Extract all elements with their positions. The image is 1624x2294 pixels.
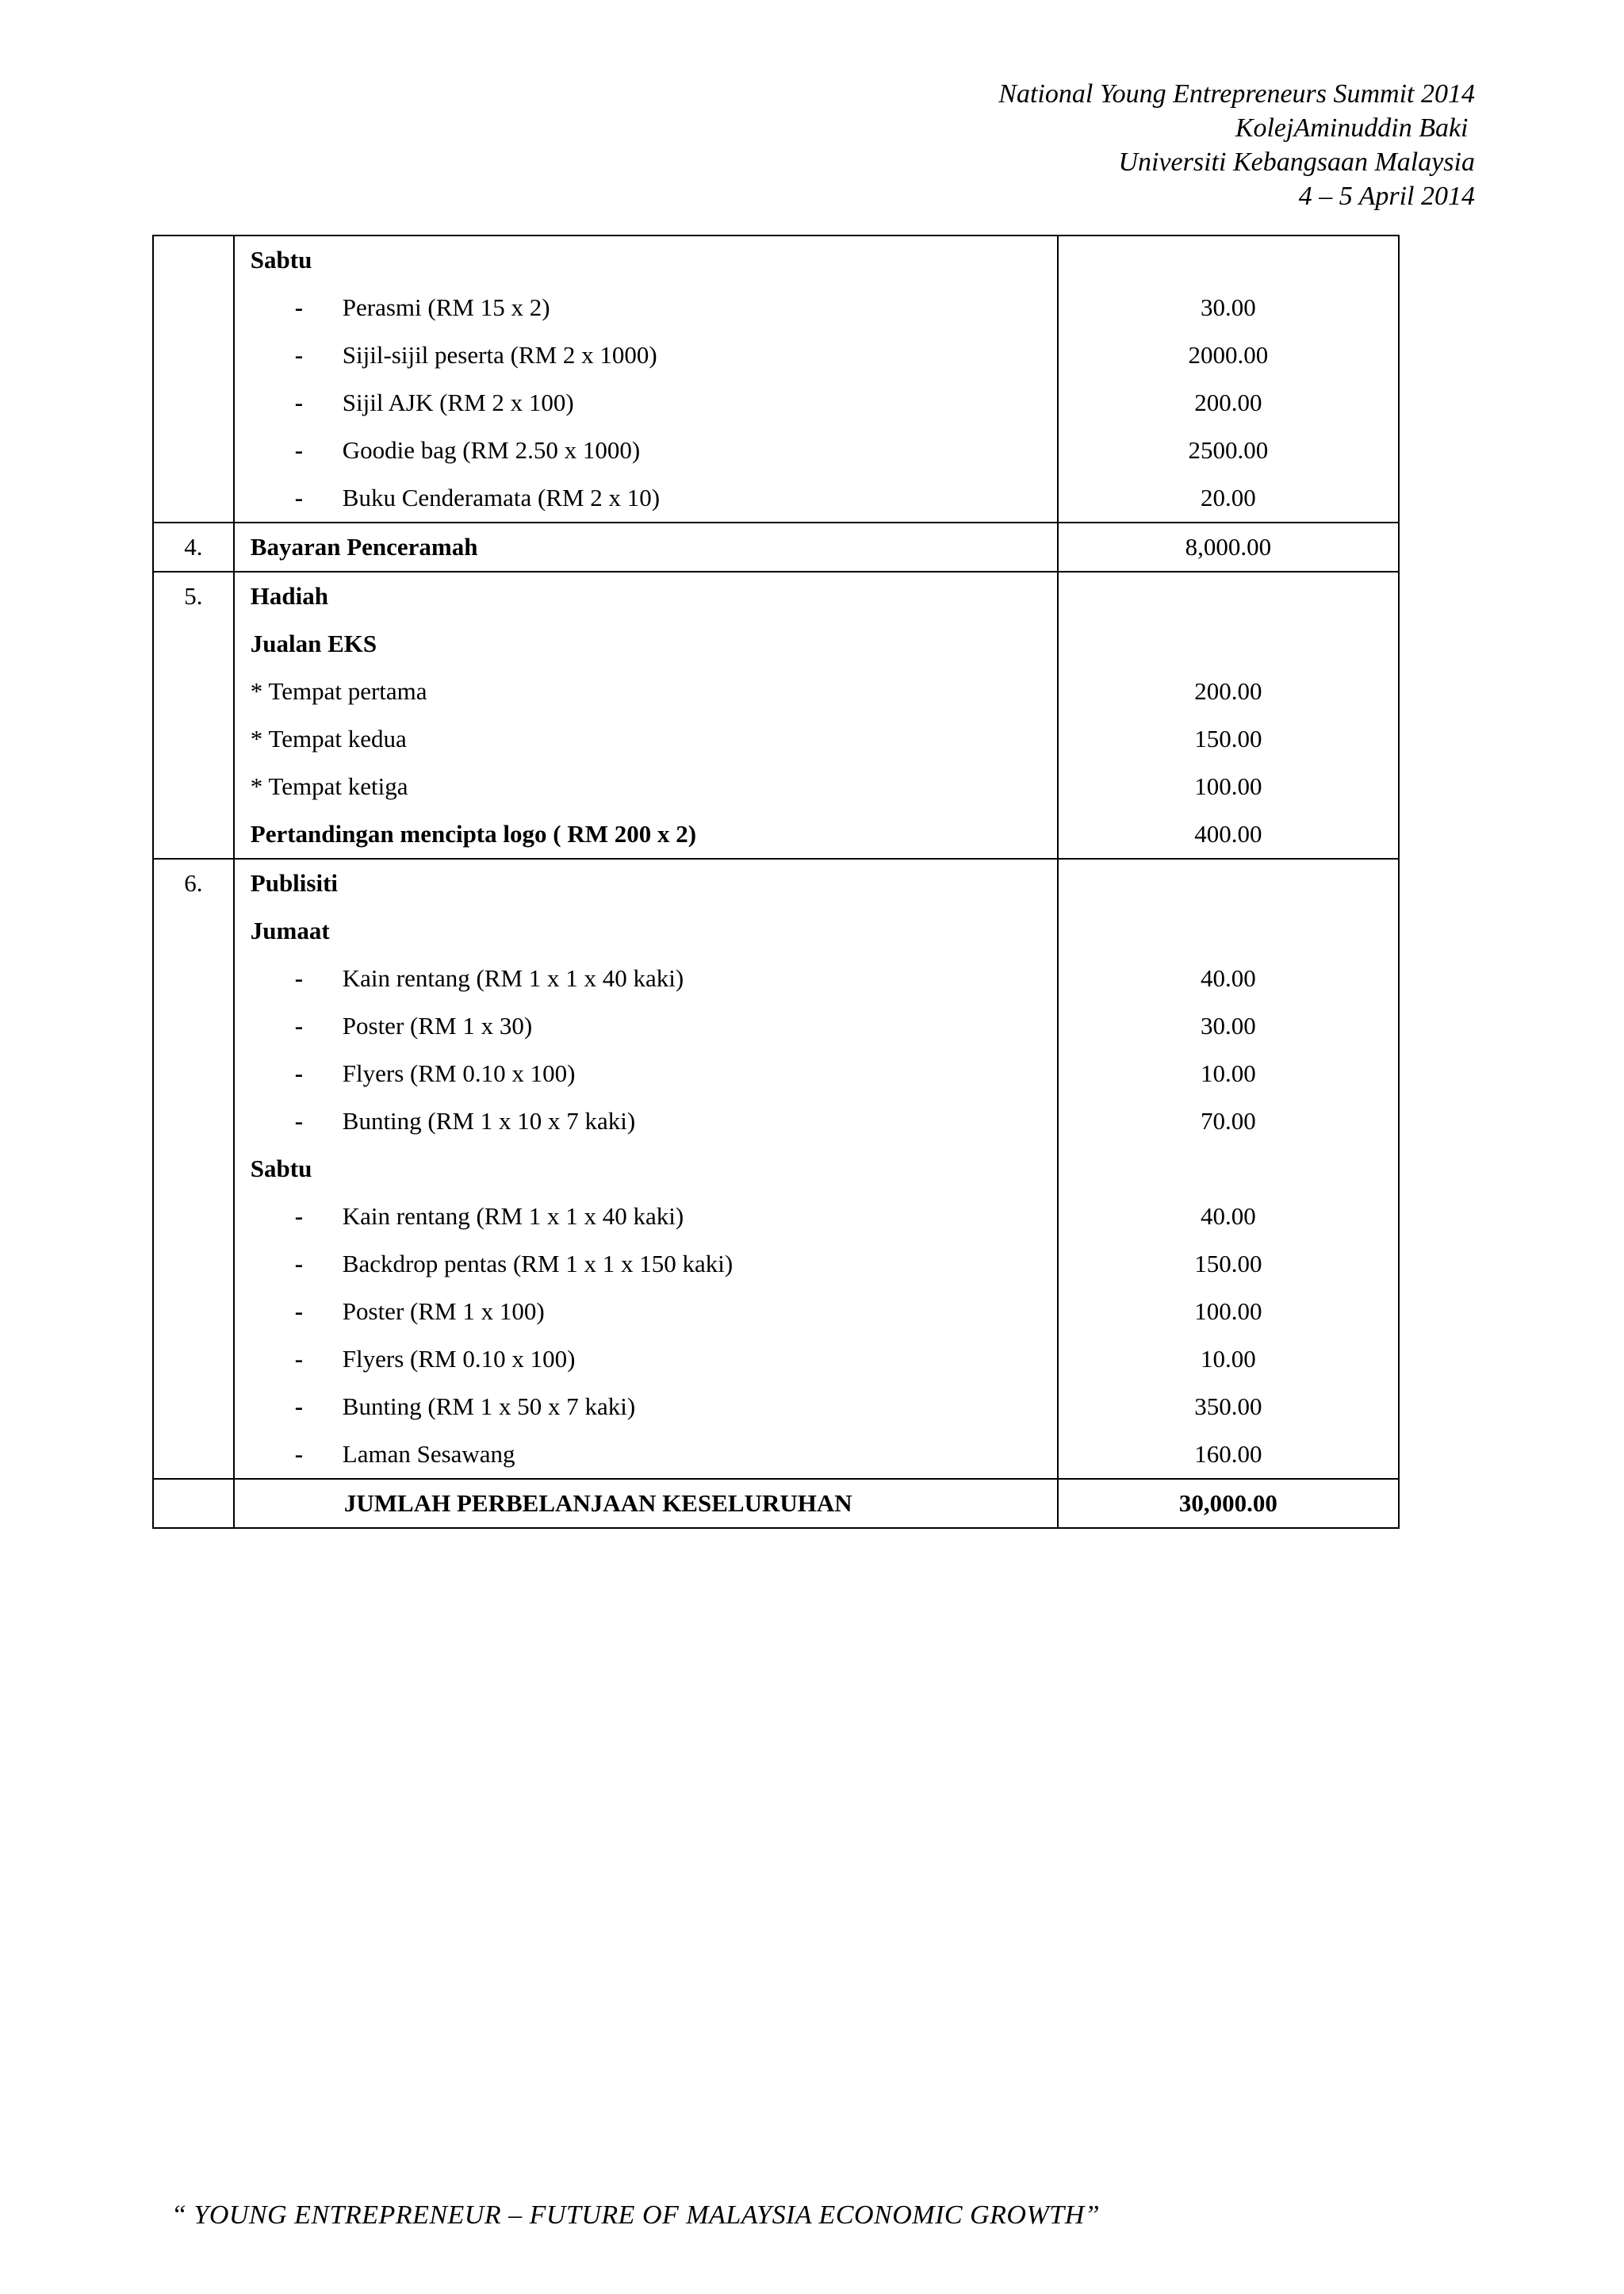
dash-bullet: -: [294, 1297, 304, 1325]
item-description: [251, 331, 1057, 379]
budget-section: [153, 859, 1399, 1479]
item-description: Bayaran Penceramah: [250, 533, 478, 561]
document-header: [998, 77, 1475, 213]
item-description: [251, 1430, 1057, 1478]
item-description: [251, 1335, 1057, 1383]
item-description: [251, 1288, 1057, 1335]
section-number-cell: [153, 236, 234, 523]
dash-bullet: -: [294, 436, 304, 464]
section-description-cell: [234, 236, 1058, 523]
item-description: Jumaat: [250, 917, 330, 944]
item-amount: 40.00: [1201, 1202, 1256, 1230]
section-number-cell: [153, 859, 234, 1479]
item-amount: 40.00: [1201, 964, 1256, 992]
item-amount: 150.00: [1194, 725, 1262, 753]
item-text: Laman Sesawang: [342, 1440, 515, 1468]
budget-section: [153, 572, 1399, 859]
dash-bullet: -: [294, 1107, 304, 1135]
item-amount: 100.00: [1194, 1297, 1262, 1325]
budget-table-body: [153, 236, 1399, 1528]
section-amount-cell: [1058, 859, 1399, 1479]
total-amount-cell: [1058, 1479, 1399, 1528]
item-amount: 30.00: [1201, 293, 1256, 321]
item-description: [251, 1097, 1057, 1145]
dash-bullet: -: [294, 484, 304, 511]
item-amount: 150.00: [1194, 1250, 1262, 1277]
item-description: [251, 474, 1057, 522]
item-description: [251, 1240, 1057, 1288]
item-amount: [1059, 620, 1398, 668]
dash-bullet: -: [294, 1059, 304, 1087]
item-description: [251, 1002, 1057, 1050]
section-amount-cell: [1058, 236, 1399, 523]
item-amount: [1059, 236, 1398, 284]
item-description: Jualan EKS: [250, 630, 377, 657]
item-text: Poster (RM 1 x 30): [342, 1012, 533, 1040]
dash-bullet: -: [294, 1202, 304, 1230]
item-description: * Tempat ketiga: [250, 772, 408, 800]
total-amount: 30,000.00: [1178, 1489, 1277, 1517]
section-number-cell: [153, 572, 234, 859]
item-description: [251, 427, 1057, 474]
item-text: Backdrop pentas (RM 1 x 1 x 150 kaki): [342, 1250, 733, 1277]
dash-bullet: -: [294, 1345, 304, 1373]
item-description: [251, 284, 1057, 331]
item-amount: [1059, 860, 1398, 907]
item-amount: 2000.00: [1188, 341, 1269, 369]
item-amount: 160.00: [1194, 1440, 1262, 1468]
budget-section: [153, 236, 1399, 523]
item-description: * Tempat pertama: [250, 677, 427, 705]
item-description: [251, 955, 1057, 1002]
section-description-cell: [234, 859, 1058, 1479]
item-amount: [1059, 573, 1398, 620]
item-description: Pertandingan mencipta logo ( RM 200 x 2): [250, 820, 697, 848]
item-amount: 20.00: [1201, 484, 1256, 511]
item-description: [251, 1050, 1057, 1097]
dash-bullet: -: [294, 1012, 304, 1040]
item-amount: 2500.00: [1188, 436, 1269, 464]
item-text: Sijil AJK (RM 2 x 100): [342, 389, 574, 416]
section-number: 4.: [184, 533, 203, 561]
total-label: JUMLAH PERBELANJAAN KESELURUHAN: [343, 1489, 852, 1517]
dash-bullet: -: [294, 964, 304, 992]
item-amount: 350.00: [1194, 1392, 1262, 1420]
section-description-cell: [234, 572, 1058, 859]
budget-section: [153, 523, 1399, 572]
item-description: Sabtu: [250, 1155, 312, 1182]
item-amount: 400.00: [1194, 820, 1262, 848]
dash-bullet: -: [294, 1440, 304, 1468]
item-amount: 10.00: [1201, 1345, 1256, 1373]
item-text: Kain rentang (RM 1 x 1 x 40 kaki): [342, 1202, 684, 1230]
item-text: Bunting (RM 1 x 50 x 7 kaki): [342, 1392, 636, 1420]
section-amount-cell: [1058, 572, 1399, 859]
item-description: [251, 379, 1057, 427]
item-text: Kain rentang (RM 1 x 1 x 40 kaki): [342, 964, 684, 992]
section-number-cell: [153, 523, 234, 572]
section-description-cell: [234, 523, 1058, 572]
header-date: 4 – 5 April 2014: [1298, 182, 1475, 211]
item-text: Bunting (RM 1 x 10 x 7 kaki): [342, 1107, 636, 1135]
dash-bullet: -: [294, 389, 304, 416]
footer-motto: “ YOUNG ENTREPRENEUR – FUTURE OF MALAYSIA ECONOMIC GROWTH”: [171, 2200, 1101, 2230]
section-number: [154, 236, 233, 284]
item-description: Sabtu: [250, 246, 312, 274]
total-label-cell: [234, 1479, 1058, 1528]
item-amount: 70.00: [1201, 1107, 1256, 1135]
item-amount: 30.00: [1201, 1012, 1256, 1040]
item-text: Sijil-sijil peserta (RM 2 x 1000): [342, 341, 657, 369]
dash-bullet: -: [294, 341, 304, 369]
budget-table: [152, 235, 1400, 1529]
dash-bullet: -: [294, 1392, 304, 1420]
header-college: KolejAminuddin Baki: [1235, 113, 1475, 143]
header-university: Universiti Kebangsaan Malaysia: [1118, 147, 1475, 177]
item-text: Poster (RM 1 x 100): [342, 1297, 545, 1325]
item-amount: 100.00: [1194, 772, 1262, 800]
item-amount: 200.00: [1194, 677, 1262, 705]
item-description: * Tempat kedua: [250, 725, 407, 753]
item-text: Perasmi (RM 15 x 2): [342, 293, 550, 321]
dash-bullet: -: [294, 293, 304, 321]
item-description: [251, 1383, 1057, 1430]
item-description: Hadiah: [250, 582, 328, 610]
item-description: [251, 1193, 1057, 1240]
item-amount: 8,000.00: [1185, 533, 1272, 561]
item-amount: 200.00: [1194, 389, 1262, 416]
header-event-title: National Young Entrepreneurs Summit 2014: [998, 79, 1475, 109]
item-amount: [1059, 1145, 1398, 1193]
item-amount: [1059, 907, 1398, 955]
total-row: [153, 1479, 1399, 1528]
item-text: Goodie bag (RM 2.50 x 1000): [342, 436, 641, 464]
section-number: 5.: [184, 582, 203, 610]
total-number-cell: [153, 1479, 234, 1528]
item-description: Publisiti: [250, 869, 339, 897]
section-number: 6.: [184, 869, 203, 897]
dash-bullet: -: [294, 1250, 304, 1277]
item-text: Flyers (RM 0.10 x 100): [342, 1059, 576, 1087]
section-amount-cell: [1058, 523, 1399, 572]
item-text: Buku Cenderamata (RM 2 x 10): [342, 484, 661, 511]
item-amount: 10.00: [1201, 1059, 1256, 1087]
item-text: Flyers (RM 0.10 x 100): [342, 1345, 576, 1373]
